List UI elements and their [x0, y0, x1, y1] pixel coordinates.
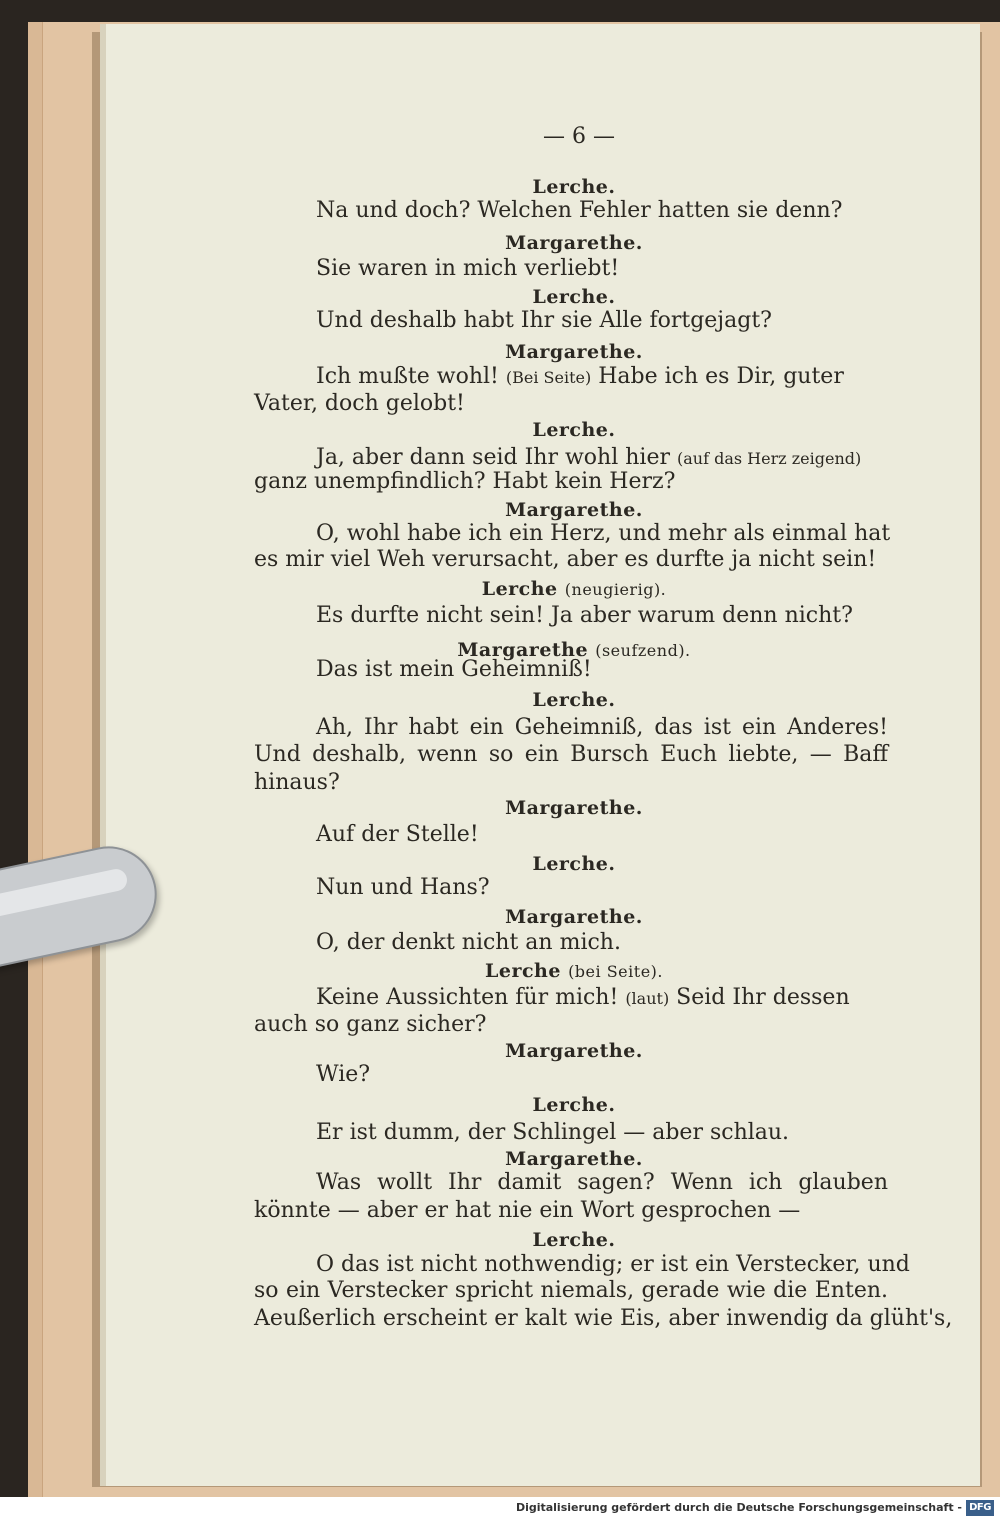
speech-line — [316, 985, 850, 1010]
speaker-label: Margarethe. — [505, 341, 643, 363]
speaker-label: Lerche. — [532, 176, 616, 198]
speaker-label: Lerche — [485, 960, 561, 982]
speaker-label: Lerche. — [532, 853, 616, 875]
stage-direction: (bei Seite). — [568, 962, 663, 981]
speaker-label: Margarethe. — [505, 1040, 643, 1062]
speaker-label: Margarethe. — [505, 232, 643, 254]
speaker-name — [254, 1094, 894, 1116]
speaker-label: Lerche. — [532, 1229, 616, 1251]
speech-line: es mir viel Weh verursacht, aber es durfte ja nicht sein! — [254, 547, 877, 572]
speaker-label: Margarethe — [457, 639, 589, 661]
speech-line: Und deshalb habt Ihr sie Alle fortgejagt? — [316, 308, 772, 333]
speaker-name — [254, 1229, 894, 1251]
speech-line: Aeußerlich erscheint er kalt wie Eis, aber inwendig da glüht's, — [254, 1306, 953, 1331]
speech-text: Keine Aussichten für mich! — [316, 985, 626, 1010]
speech-line: Na und doch? Welchen Fehler hatten sie denn? — [316, 198, 843, 223]
speaker-label: Lerche. — [532, 689, 616, 711]
dfg-logo: DFG — [966, 1500, 994, 1516]
speaker-name — [254, 176, 894, 198]
cover-edge — [28, 22, 43, 1497]
speech-line: ganz unempfindlich? Habt kein Herz? — [254, 469, 676, 494]
stage-direction: (seufzend). — [595, 641, 691, 660]
digitization-credit: Digitalisierung gefördert durch die Deutsche Forschungsgemeinschaft - — [515, 1501, 962, 1514]
speaker-name — [254, 232, 894, 254]
speech-text: Habe ich es Dir, guter — [591, 364, 844, 389]
speaker-label: Lerche. — [532, 286, 616, 308]
speech-line: Was wollt Ihr damit sagen? Wenn ich glauben — [316, 1170, 888, 1195]
stage-direction: (neugierig). — [564, 580, 667, 599]
speaker-name — [254, 853, 894, 875]
speaker-name — [254, 341, 894, 363]
speech-line: Es durfte nicht sein! Ja aber warum denn nicht? — [316, 603, 853, 628]
speech-text: Ich mußte wohl! — [316, 364, 506, 389]
page-gutter — [100, 24, 106, 1486]
speech-line: O, der denkt nicht an mich. — [316, 930, 621, 955]
speaker-label: Margarethe. — [505, 797, 643, 819]
speech-line: Er ist dumm, der Schlingel — aber schlau. — [316, 1120, 790, 1145]
speaker-name — [254, 578, 894, 600]
speech-line: könnte — aber er hat nie ein Wort gesprochen — — [254, 1198, 801, 1223]
page-number: — 6 — — [543, 124, 615, 149]
speech-line: Vater, doch gelobt! — [254, 391, 465, 416]
speech-line: Nun und Hans? — [316, 875, 490, 900]
speech-line: Ah, Ihr habt ein Geheimniß, das ist ein Anderes! — [316, 715, 888, 740]
speaker-label: Margarethe. — [505, 906, 643, 928]
speech-line: so ein Verstecker spricht niemals, gerade wie die Enten. — [254, 1278, 888, 1303]
speech-text: Seid Ihr dessen — [669, 985, 850, 1010]
speaker-name — [254, 906, 894, 928]
speaker-label: Lerche. — [532, 419, 616, 441]
speaker-name — [254, 1148, 894, 1170]
speech-line: Auf der Stelle! — [316, 822, 479, 847]
speech-line: O, wohl habe ich ein Herz, und mehr als einmal hat — [316, 521, 891, 546]
speaker-name — [254, 499, 894, 521]
speech-line: hinaus? — [254, 770, 340, 795]
speech-line — [316, 445, 861, 470]
speaker-label: Margarethe. — [505, 499, 643, 521]
speech-line: Sie waren in mich verliebt! — [316, 256, 620, 281]
speech-line: Das ist mein Geheimniß! — [316, 657, 592, 682]
speaker-name — [254, 689, 894, 711]
speaker-label: Margarethe. — [505, 1148, 643, 1170]
speaker-name — [254, 797, 894, 819]
speech-line: O das ist nicht nothwendig; er ist ein Verstecker, und — [316, 1252, 910, 1277]
speaker-name — [254, 960, 894, 982]
speaker-name — [254, 419, 894, 441]
speech-text: Ja, aber dann seid Ihr wohl hier — [316, 445, 677, 470]
speech-line: Wie? — [316, 1062, 371, 1087]
speaker-name — [254, 286, 894, 308]
stage-direction: (auf das Herz zeigend) — [676, 449, 862, 468]
speech-line — [316, 364, 844, 389]
stage-direction: (Bei Seite) — [505, 368, 592, 387]
speaker-label: Lerche — [481, 578, 558, 600]
stage-direction: (laut) — [625, 989, 670, 1008]
speech-line: Und deshalb, wenn so ein Bursch Euch liebte, — Baff — [254, 742, 888, 767]
speaker-name — [254, 1040, 894, 1062]
footer-bar — [0, 1497, 1000, 1521]
speaker-label: Lerche. — [532, 1094, 616, 1116]
speech-line: auch so ganz sicher? — [254, 1012, 487, 1037]
